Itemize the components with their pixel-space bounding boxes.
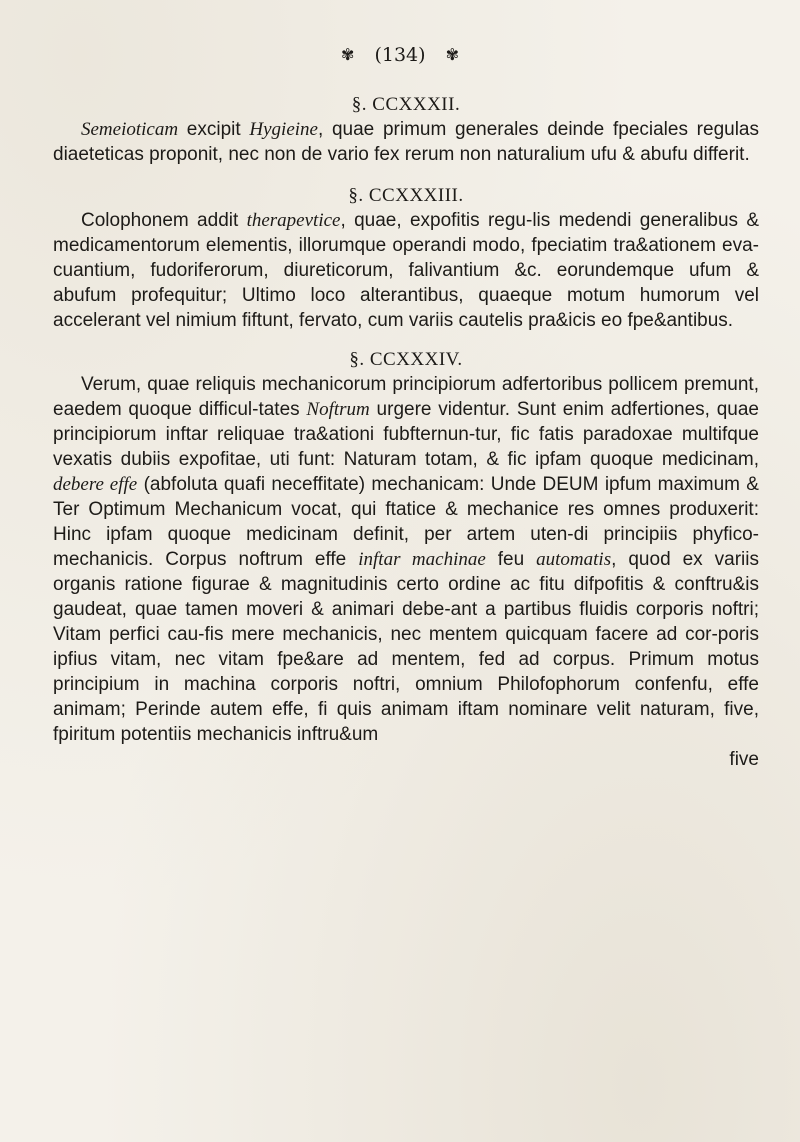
emphasis-term: automatis xyxy=(536,549,612,570)
emphasis-term: therapevtice xyxy=(246,210,341,231)
emphasis-term: inftar machinae xyxy=(358,549,486,570)
text-run: urgere videntur. Sunt enim adfertiones, quae principiorum inftar reliquae tra&ationi fubfternun-tur, fic fatis paradoxae multifque vexatis dubiis expofitae, uti funt: Naturam totam, & fic ipfam quoque medicinam, xyxy=(53,399,759,470)
section-heading-233: §. CCXXXIII. xyxy=(348,185,464,206)
fleuron-left-icon: ✾ xyxy=(341,45,355,64)
paragraph-232 xyxy=(53,117,759,167)
text-run: , quae primum generales deinde fpeciales regulas diaeteticas proponit, nec non de vario fex rerum non naturalium ufu & abufu differit. xyxy=(53,119,759,165)
paragraph-233 xyxy=(53,208,759,333)
section-heading-232: §. CCXXXII. xyxy=(351,94,461,115)
emphasis-term: Hygieine xyxy=(249,119,318,140)
text-run: , quod ex variis organis ratione figurae & magnitudinis certo ordine ac fitu difpofitis & conftru&is gaudeat, quae tamen moveri & animari debe-ant a partibus fluidis corporis noftri; Vitam perfici cau-fis mere mechanicis, nec mentem quicquam facere ad cor-poris ipfius vitam, nec vitam fpe&are ad mentem, fed ad corpus. Primum motus principium in machina corporis noftri, omnium Philofophorum confenfu, effe animam; Perinde autem effe, fi quis animam iftam nominare velit naturam, five, fpiritum potentiis mechanicis inftru&um xyxy=(53,549,759,745)
text-run: Verum, quae reliquis mechanicorum principiorum adfertoribus pollicem premunt, eaedem quoque difficul-tates xyxy=(53,374,759,420)
text-run: feu xyxy=(485,549,537,570)
text-run: , quae, expofitis regu-lis medendi generalibus & medicamentorum elementis, illorumque operandi modo, fpeciatim tra&ationem eva-cuantium, fudoriferorum, diureticorum, falivantium &c. eorundemque ufum & abufum profequitur; Ultimo loco alterantibus, quaeque motum humorum vel accelerant vel nimium fiftunt, fervato, cum variis cautelis pra&icis eo fpe&antibus. xyxy=(53,210,759,331)
emphasis-term: debere effe xyxy=(53,474,138,495)
page-header xyxy=(0,42,800,68)
paragraph-234 xyxy=(53,372,759,747)
body-text xyxy=(53,92,759,772)
text-run: (abfoluta quafi neceffitate) mechanicam: Unde DEUM ipfum maximum & Ter Optimum Mechanicum vocat, qui ftatice & mechanice res omnes produxerit: Hinc ipfam quoque medicinam definit, per artem uten-di principiis phyfico-mechanicis. Corpus noftrum effe xyxy=(53,474,759,570)
emphasis-term: Semeioticam xyxy=(81,119,179,140)
catchword: five xyxy=(729,749,759,770)
fleuron-right-icon: ✾ xyxy=(445,45,459,64)
text-run: Colophonem addit xyxy=(81,210,247,231)
emphasis-term: Noftrum xyxy=(306,399,370,420)
text-run: excipit xyxy=(178,119,250,140)
section-heading-234: §. CCXXXIV. xyxy=(349,349,463,370)
page-number: (134) xyxy=(374,44,426,66)
